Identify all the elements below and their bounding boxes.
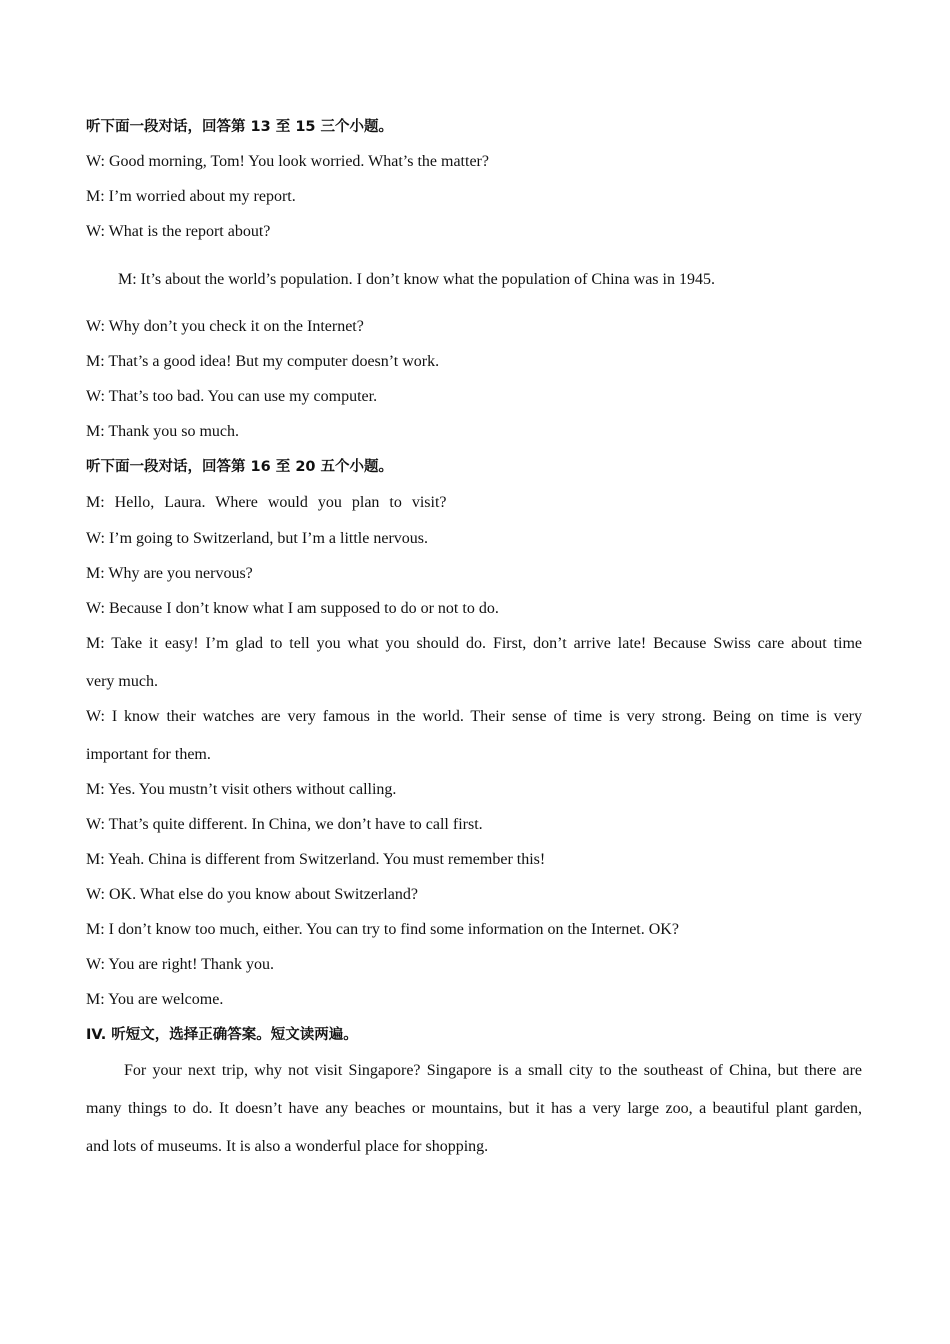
dialogue-line: W: I know their watches are very famous in the world. Their sense of time is very strong. Being on time is very	[86, 708, 862, 725]
dialogue-line: W: That’s too bad. You can use my computer.	[86, 388, 378, 405]
dialogue-line: W: I’m going to Switzerland, but I’m a little nervous.	[86, 530, 428, 547]
dialogue-line: M: Take it easy! I’m glad to tell you what you should do. First, don’t arrive late! Because Swiss care about time	[86, 635, 862, 652]
dialogue-line: M: You are welcome.	[86, 991, 224, 1008]
section-heading-16-20: 听下面一段对话，回答第 16 至 20 五个小题。	[86, 459, 394, 475]
passage-line: many things to do. It doesn’t have any beaches or mountains, but it has a very large zoo, a beautiful plant garden,	[86, 1100, 862, 1117]
dialogue-line: M: I’m worried about my report.	[86, 188, 296, 205]
dialogue-line: W: OK. What else do you know about Switzerland?	[86, 886, 418, 903]
dialogue-line-continued: very much.	[86, 673, 158, 690]
section-heading-iv: IV. 听短文，选择正确答案。短文读两遍。	[86, 1027, 358, 1043]
dialogue-line: W: Why don’t you check it on the Internet?	[86, 318, 364, 335]
dialogue-line: M: Thank you so much.	[86, 423, 240, 440]
dialogue-line: M: Hello, Laura. Where would you plan to visit?	[86, 494, 447, 511]
dialogue-line: M: It’s about the world’s population. I don’t know what the population of China was in 1945.	[118, 271, 715, 288]
passage-line: For your next trip, why not visit Singapore? Singapore is a small city to the southeast of China, but there are	[124, 1062, 862, 1079]
dialogue-line: M: That’s a good idea! But my computer doesn’t work.	[86, 353, 440, 370]
dialogue-line: W: You are right! Thank you.	[86, 956, 274, 973]
dialogue-line-continued: important for them.	[86, 746, 211, 763]
dialogue-line: W: What is the report about?	[86, 223, 271, 240]
dialogue-line: W: Good morning, Tom! You look worried. What’s the matter?	[86, 153, 489, 170]
section-heading-13-15: 听下面一段对话，回答第 13 至 15 三个小题。	[86, 119, 394, 135]
dialogue-line: M: I don’t know too much, either. You can try to find some information on the Internet. OK?	[86, 921, 679, 938]
dialogue-line: M: Why are you nervous?	[86, 565, 253, 582]
passage-line: and lots of museums. It is also a wonderful place for shopping.	[86, 1138, 489, 1155]
dialogue-line: W: Because I don’t know what I am supposed to do or not to do.	[86, 600, 499, 617]
dialogue-line: W: That’s quite different. In China, we don’t have to call first.	[86, 816, 483, 833]
dialogue-line: M: Yeah. China is different from Switzerland. You must remember this!	[86, 851, 546, 868]
dialogue-line: M: Yes. You mustn’t visit others without calling.	[86, 781, 397, 798]
